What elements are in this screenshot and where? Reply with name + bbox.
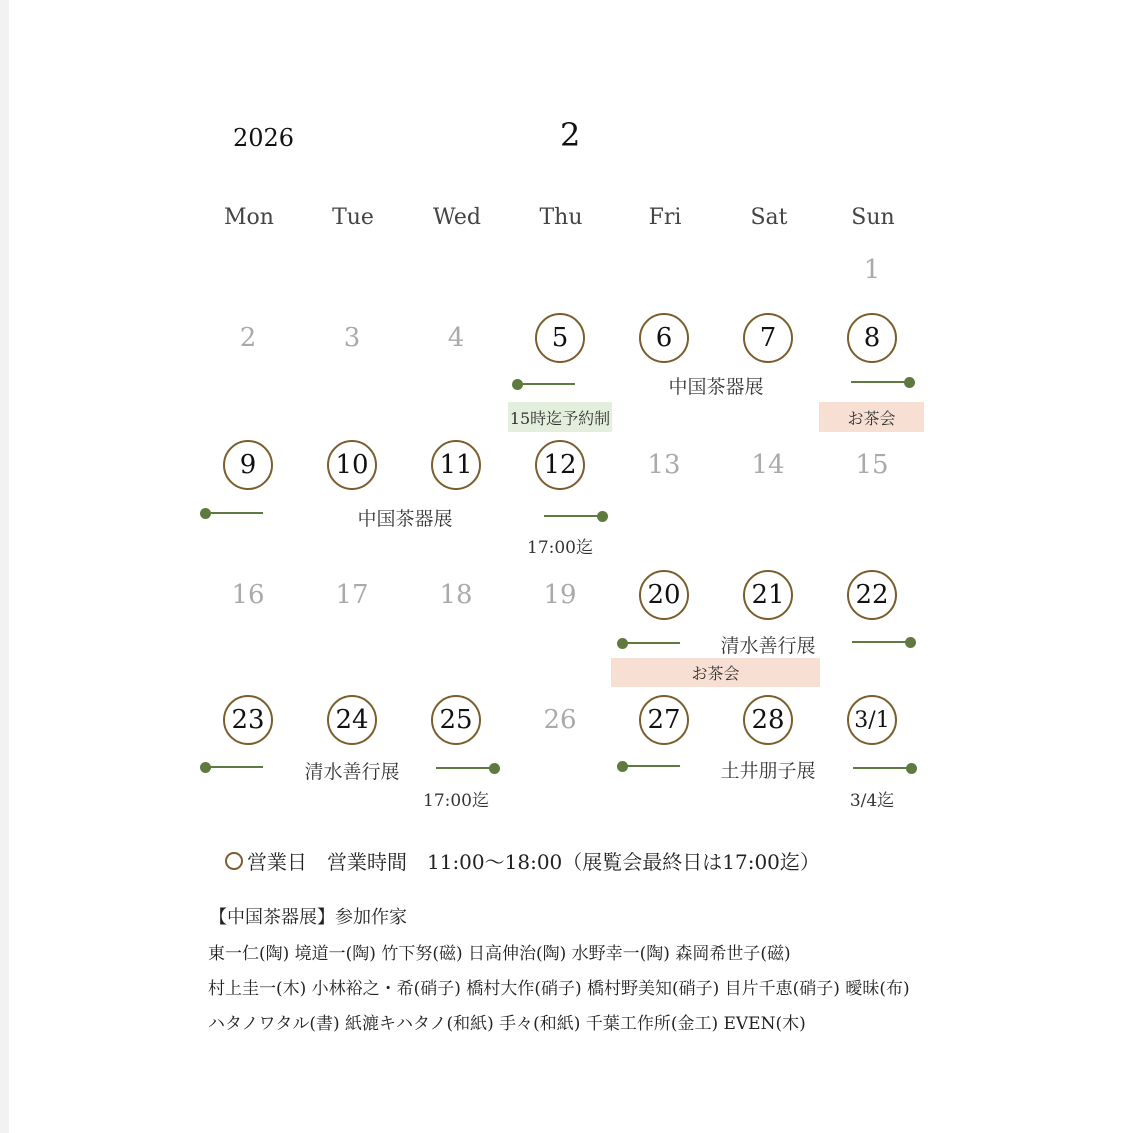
weekday-mon: Mon	[224, 205, 274, 230]
event-bar	[205, 766, 263, 768]
day-cell: 14	[751, 450, 785, 480]
event-continue-dot	[905, 637, 916, 648]
day-cell: 9	[223, 440, 273, 490]
open-day-circle-icon	[225, 852, 243, 870]
day-cell: 2	[239, 323, 257, 353]
day-cell: 13	[647, 450, 681, 480]
day-cell: 27	[639, 695, 689, 745]
day-cell: 3/1	[847, 695, 897, 745]
event-bar	[436, 767, 494, 769]
event-label-chinese-tea: 中国茶器展	[668, 376, 764, 398]
day-cell: 10	[327, 440, 377, 490]
event-label-doi: 土井朋子展	[720, 760, 816, 782]
weekday-thu: Thu	[539, 205, 583, 230]
day-cell: 25	[431, 695, 481, 745]
day-cell: 20	[639, 570, 689, 620]
event-end-dot	[489, 763, 500, 774]
event-label-shimizu: 清水善行展	[304, 761, 400, 783]
event-bar	[852, 641, 910, 643]
day-cell: 4	[447, 323, 465, 353]
day-cell: 6	[639, 313, 689, 363]
tea-party-tag: お茶会	[611, 658, 820, 687]
month-label: 2	[560, 116, 581, 154]
day-cell: 22	[847, 570, 897, 620]
event-label-chinese-tea: 中国茶器展	[357, 508, 453, 530]
event-bar	[851, 381, 909, 383]
weekday-fri: Fri	[648, 205, 682, 230]
event-bar	[544, 515, 602, 517]
day-cell: 12	[535, 440, 585, 490]
event-bar	[622, 765, 680, 767]
weekday-wed: Wed	[433, 205, 481, 230]
day-cell: 1	[863, 255, 881, 285]
artists-line: 東一仁(陶) 境道一(陶) 竹下努(磁) 日高伸治(陶) 水野幸一(陶) 森岡希世子(磁)	[208, 944, 791, 964]
day-cell: 19	[543, 580, 577, 610]
day-cell: 18	[439, 580, 473, 610]
event-label-shimizu: 清水善行展	[720, 635, 816, 657]
weekday-sat: Sat	[750, 205, 788, 230]
day-cell: 15	[855, 450, 889, 480]
closing-time-note: 17:00迄	[527, 538, 593, 558]
event-end-dot	[597, 511, 608, 522]
closing-time-note: 17:00迄	[423, 791, 489, 811]
day-cell: 5	[535, 313, 585, 363]
day-cell: 3	[343, 323, 361, 353]
tea-party-tag: お茶会	[819, 402, 924, 432]
end-date-note: 3/4迄	[849, 791, 895, 811]
artists-line: ハタノワタル(書) 紙漉キハタノ(和紙) 手々(和紙) 千葉工作所(金工) EVEN(木)	[208, 1014, 806, 1034]
weekday-sun: Sun	[851, 205, 895, 230]
day-cell: 17	[335, 580, 369, 610]
artists-line: 村上圭一(木) 小林裕之・希(硝子) 橋村大作(硝子) 橋村野美知(硝子) 目片千恵(硝子) 曖昧(布)	[208, 979, 910, 999]
event-bar	[622, 642, 680, 644]
day-cell: 23	[223, 695, 273, 745]
event-continue-dot	[904, 377, 915, 388]
day-cell: 11	[431, 440, 481, 490]
event-bar	[853, 767, 911, 769]
weekday-tue: Tue	[332, 205, 374, 230]
year-label: 2026	[233, 124, 295, 152]
day-cell: 21	[743, 570, 793, 620]
artists-title: 【中国茶器展】参加作家	[209, 907, 407, 928]
day-cell: 8	[847, 313, 897, 363]
legend-text: 営業日 営業時間 11:00～18:00（展覧会最終日は17:00迄）	[247, 850, 820, 874]
day-cell: 26	[543, 705, 577, 735]
event-bar	[205, 512, 263, 514]
day-cell: 24	[327, 695, 377, 745]
legend	[225, 846, 820, 875]
reservation-tag: 15時迄予約制	[508, 402, 612, 432]
calendar-page	[9, 0, 1133, 1133]
day-cell: 28	[743, 695, 793, 745]
event-bar	[517, 383, 575, 385]
day-cell: 16	[231, 580, 265, 610]
day-cell: 7	[743, 313, 793, 363]
event-continue-dot	[906, 763, 917, 774]
